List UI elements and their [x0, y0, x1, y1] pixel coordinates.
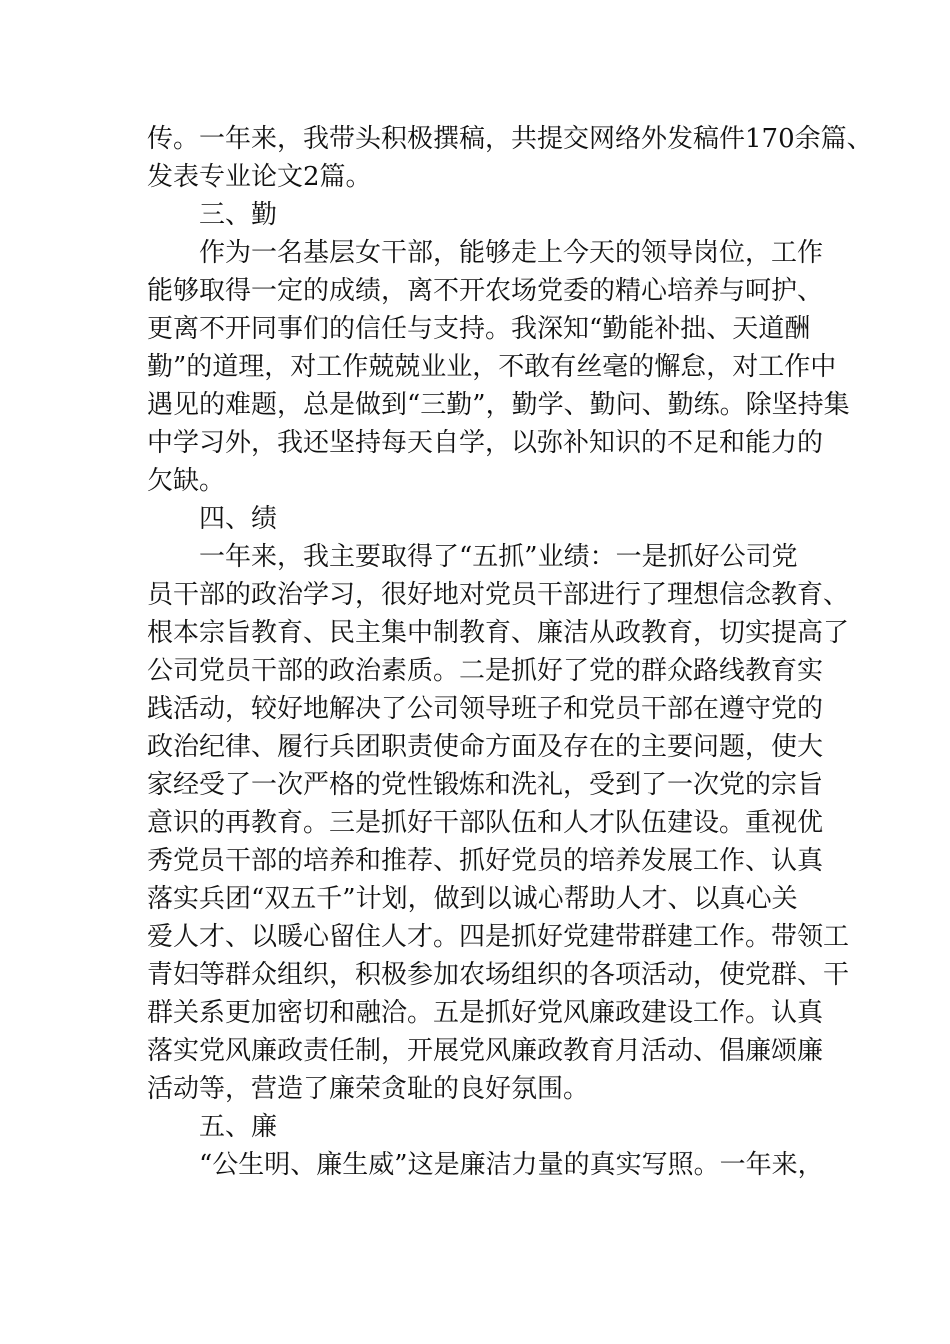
text-line: 家经受了一次严格的党性锻炼和洗礼，受到了一次党的宗旨 [147, 770, 824, 800]
text-line: 更离不开同事们的信任与支持。我深知“勤能补拙、天道酬 [147, 314, 811, 344]
text-line: 遇见的难题，总是做到“三勤”，勤学、勤问、勤练。除坚持集 [147, 390, 850, 420]
text-line: 意识的再教育。三是抓好干部队伍和人才队伍建设。重视优 [147, 808, 824, 838]
text-line: 秀党员干部的培养和推荐、抓好党员的培养发展工作、认真 [147, 846, 824, 876]
text-line: 一年来，我主要取得了“五抓”业绩：一是抓好公司党 [199, 542, 798, 572]
text-line: 勤”的道理，对工作兢兢业业，不敢有丝毫的懈怠，对工作中 [147, 352, 837, 382]
section-heading-ji: 四、绩 [199, 504, 278, 534]
text-line: 政治纪律、履行兵团职责使命方面及存在的主要问题，使大 [147, 732, 824, 762]
text-line: 活动等，营造了廉荣贪耻的良好氛围。 [147, 1074, 590, 1104]
section-heading-qin: 三、勤 [199, 200, 278, 230]
text-line: 青妇等群众组织，积极参加农场组织的各项活动，使党群、干 [147, 960, 850, 990]
text-line: 爱人才、以暖心留住人才。四是抓好党建带群建工作。带领工 [147, 922, 850, 952]
text-line: “公生明、廉生威”这是廉洁力量的真实写照。一年来， [199, 1150, 824, 1180]
text-line: 作为一名基层女干部，能够走上今天的领导岗位，工作 [199, 238, 824, 268]
text-line: 中学习外，我还坚持每天自学，以弥补知识的不足和能力的 [147, 428, 824, 458]
text-line: 能够取得一定的成绩，离不开农场党委的精心培养与呵护、 [147, 276, 824, 306]
text-line: 员干部的政治学习，很好地对党员干部进行了理想信念教育、 [147, 580, 850, 610]
text-line: 根本宗旨教育、民主集中制教育、廉洁从政教育，切实提高了 [147, 618, 850, 648]
text-line: 落实党风廉政责任制，开展党风廉政教育月活动、倡廉颂廉 [147, 1036, 824, 1066]
text-line: 欠缺。 [147, 466, 226, 496]
text-line: 落实兵团“双五千”计划，做到以诚心帮助人才、以真心关 [147, 884, 798, 914]
text-line: 公司党员干部的政治素质。二是抓好了党的群众路线教育实 [147, 656, 824, 686]
text-line: 传。一年来，我带头积极撰稿，共提交网络外发稿件170余篇、 [147, 124, 873, 154]
section-heading-lian: 五、廉 [199, 1112, 278, 1142]
text-line: 群关系更加密切和融洽。五是抓好党风廉政建设工作。认真 [147, 998, 824, 1028]
text-line: 发表专业论文2篇。 [147, 162, 372, 192]
text-line: 践活动，较好地解决了公司领导班子和党员干部在遵守党的 [147, 694, 824, 724]
